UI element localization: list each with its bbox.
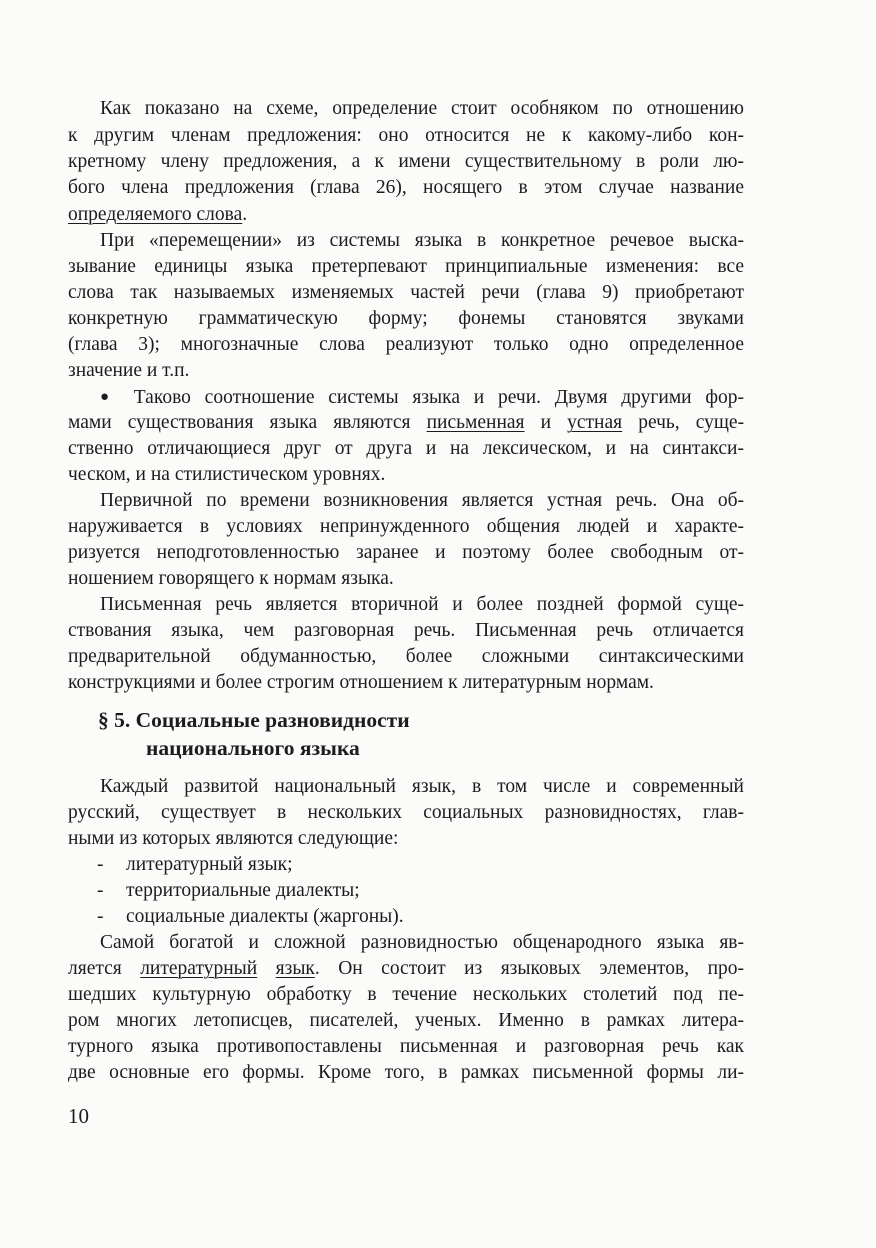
text-line: (глава 3); многозначные слова реализуют только одно определенное bbox=[68, 334, 744, 355]
text-fragment: речь, суще- bbox=[638, 412, 745, 433]
dash-icon: - bbox=[97, 880, 104, 901]
text-line: Как показано на схеме, определение стоит особняком по отношению bbox=[100, 98, 744, 119]
text-fragment: ляется bbox=[68, 958, 122, 979]
text-line: наруживается в условиях непринужденного общения людей и характе- bbox=[68, 516, 744, 537]
list-item bbox=[97, 878, 360, 904]
text-line: Самой богатой и сложной разновидностью общенародного языка яв- bbox=[100, 932, 744, 953]
bullet-icon: ● bbox=[100, 389, 118, 405]
underlined-term: письменная bbox=[426, 412, 525, 433]
dash-icon: - bbox=[97, 906, 104, 927]
text-line: зывание единицы языка претерпевают принципиальные изменения: все bbox=[68, 256, 744, 277]
underlined-term: устная bbox=[567, 412, 623, 433]
text-line: конструкциями и более строгим отношением к литературным нормам. bbox=[68, 672, 654, 693]
text-line: шедших культурную обработку в течение нескольких столетий под пе- bbox=[68, 984, 744, 1005]
text-line: Первичной по времени возникновения является устная речь. Она об- bbox=[100, 490, 744, 511]
text-line: кретному члену предложения, а к имени существительному в роли лю- bbox=[68, 151, 744, 172]
text-fragment: мами существования языка являются bbox=[68, 412, 411, 433]
text-line bbox=[68, 956, 744, 982]
text-line: ром многих летописцев, писателей, ученых. Именно в рамках литера- bbox=[68, 1010, 744, 1031]
text-line bbox=[68, 202, 247, 228]
dash-icon: - bbox=[97, 854, 104, 875]
text-line: две основные его формы. Кроме того, в рамках письменной формы ли- bbox=[68, 1062, 744, 1083]
text-fragment: Таково соотношение системы языка и речи. Двумя другими фор- bbox=[133, 387, 745, 408]
section-heading: национального языка bbox=[146, 736, 360, 760]
text-line: к другим членам предложения: оно относится не к какому-либо кон- bbox=[68, 125, 744, 146]
list-item bbox=[97, 852, 293, 878]
text-line: При «перемещении» из системы языка в конкретное речевое выска- bbox=[100, 230, 744, 251]
section-heading bbox=[98, 706, 410, 734]
text-fragment: . Он состоит из языковых элементов, про- bbox=[314, 958, 745, 979]
list-item bbox=[97, 904, 404, 930]
text-line bbox=[100, 384, 744, 411]
text-line: бого члена предложения (глава 26), носящего в этом случае название bbox=[68, 177, 744, 198]
page-number: 10 bbox=[68, 1104, 89, 1128]
list-item-text: литературный язык; bbox=[126, 854, 293, 875]
text-line: конкретную грамматическую форму; фонемы становятся звуками bbox=[68, 308, 744, 329]
text-line: слова так называемых изменяемых частей речи (глава 9) приобретают bbox=[68, 282, 744, 303]
underlined-term: определяемого слова bbox=[68, 204, 243, 225]
list-item-text: территориальные диалекты; bbox=[126, 880, 360, 901]
text-line: ствования языка, чем разговорная речь. Письменная речь отличается bbox=[68, 620, 744, 641]
underlined-term: язык bbox=[275, 958, 315, 979]
text-line: ношением говорящего к нормам языка. bbox=[68, 568, 394, 589]
text-fragment: . bbox=[242, 204, 248, 225]
list-item-text: социальные диалекты (жаргоны). bbox=[126, 906, 404, 927]
section-number: § 5. bbox=[98, 708, 131, 732]
text-line: значение и т.п. bbox=[68, 360, 190, 381]
text-line bbox=[68, 410, 744, 436]
text-line: Каждый развитой национальный язык, в том числе и современный bbox=[100, 776, 744, 797]
text-line: Письменная речь является вторичной и более поздней формой суще- bbox=[100, 594, 744, 615]
text-fragment: и bbox=[540, 412, 552, 433]
text-line: ственно отличающиеся друг от друга и на лексическом, и на синтакси- bbox=[68, 438, 744, 459]
underlined-term: литературный bbox=[140, 958, 258, 979]
text-line: ческом, и на стилистическом уровнях. bbox=[68, 464, 386, 485]
text-line: предварительной обдуманностью, более сложными синтаксическими bbox=[68, 646, 744, 667]
text-line: турного языка противопоставлены письменная и разговорная речь как bbox=[68, 1036, 744, 1057]
section-title: Социальные разновидности bbox=[135, 708, 410, 732]
text-line: русский, существует в нескольких социальных разновидностях, глав- bbox=[68, 802, 744, 823]
text-line: ризуется неподготовленностью заранее и поэтому более свободным от- bbox=[68, 542, 744, 563]
text-line: ными из которых являются следующие: bbox=[68, 828, 399, 849]
